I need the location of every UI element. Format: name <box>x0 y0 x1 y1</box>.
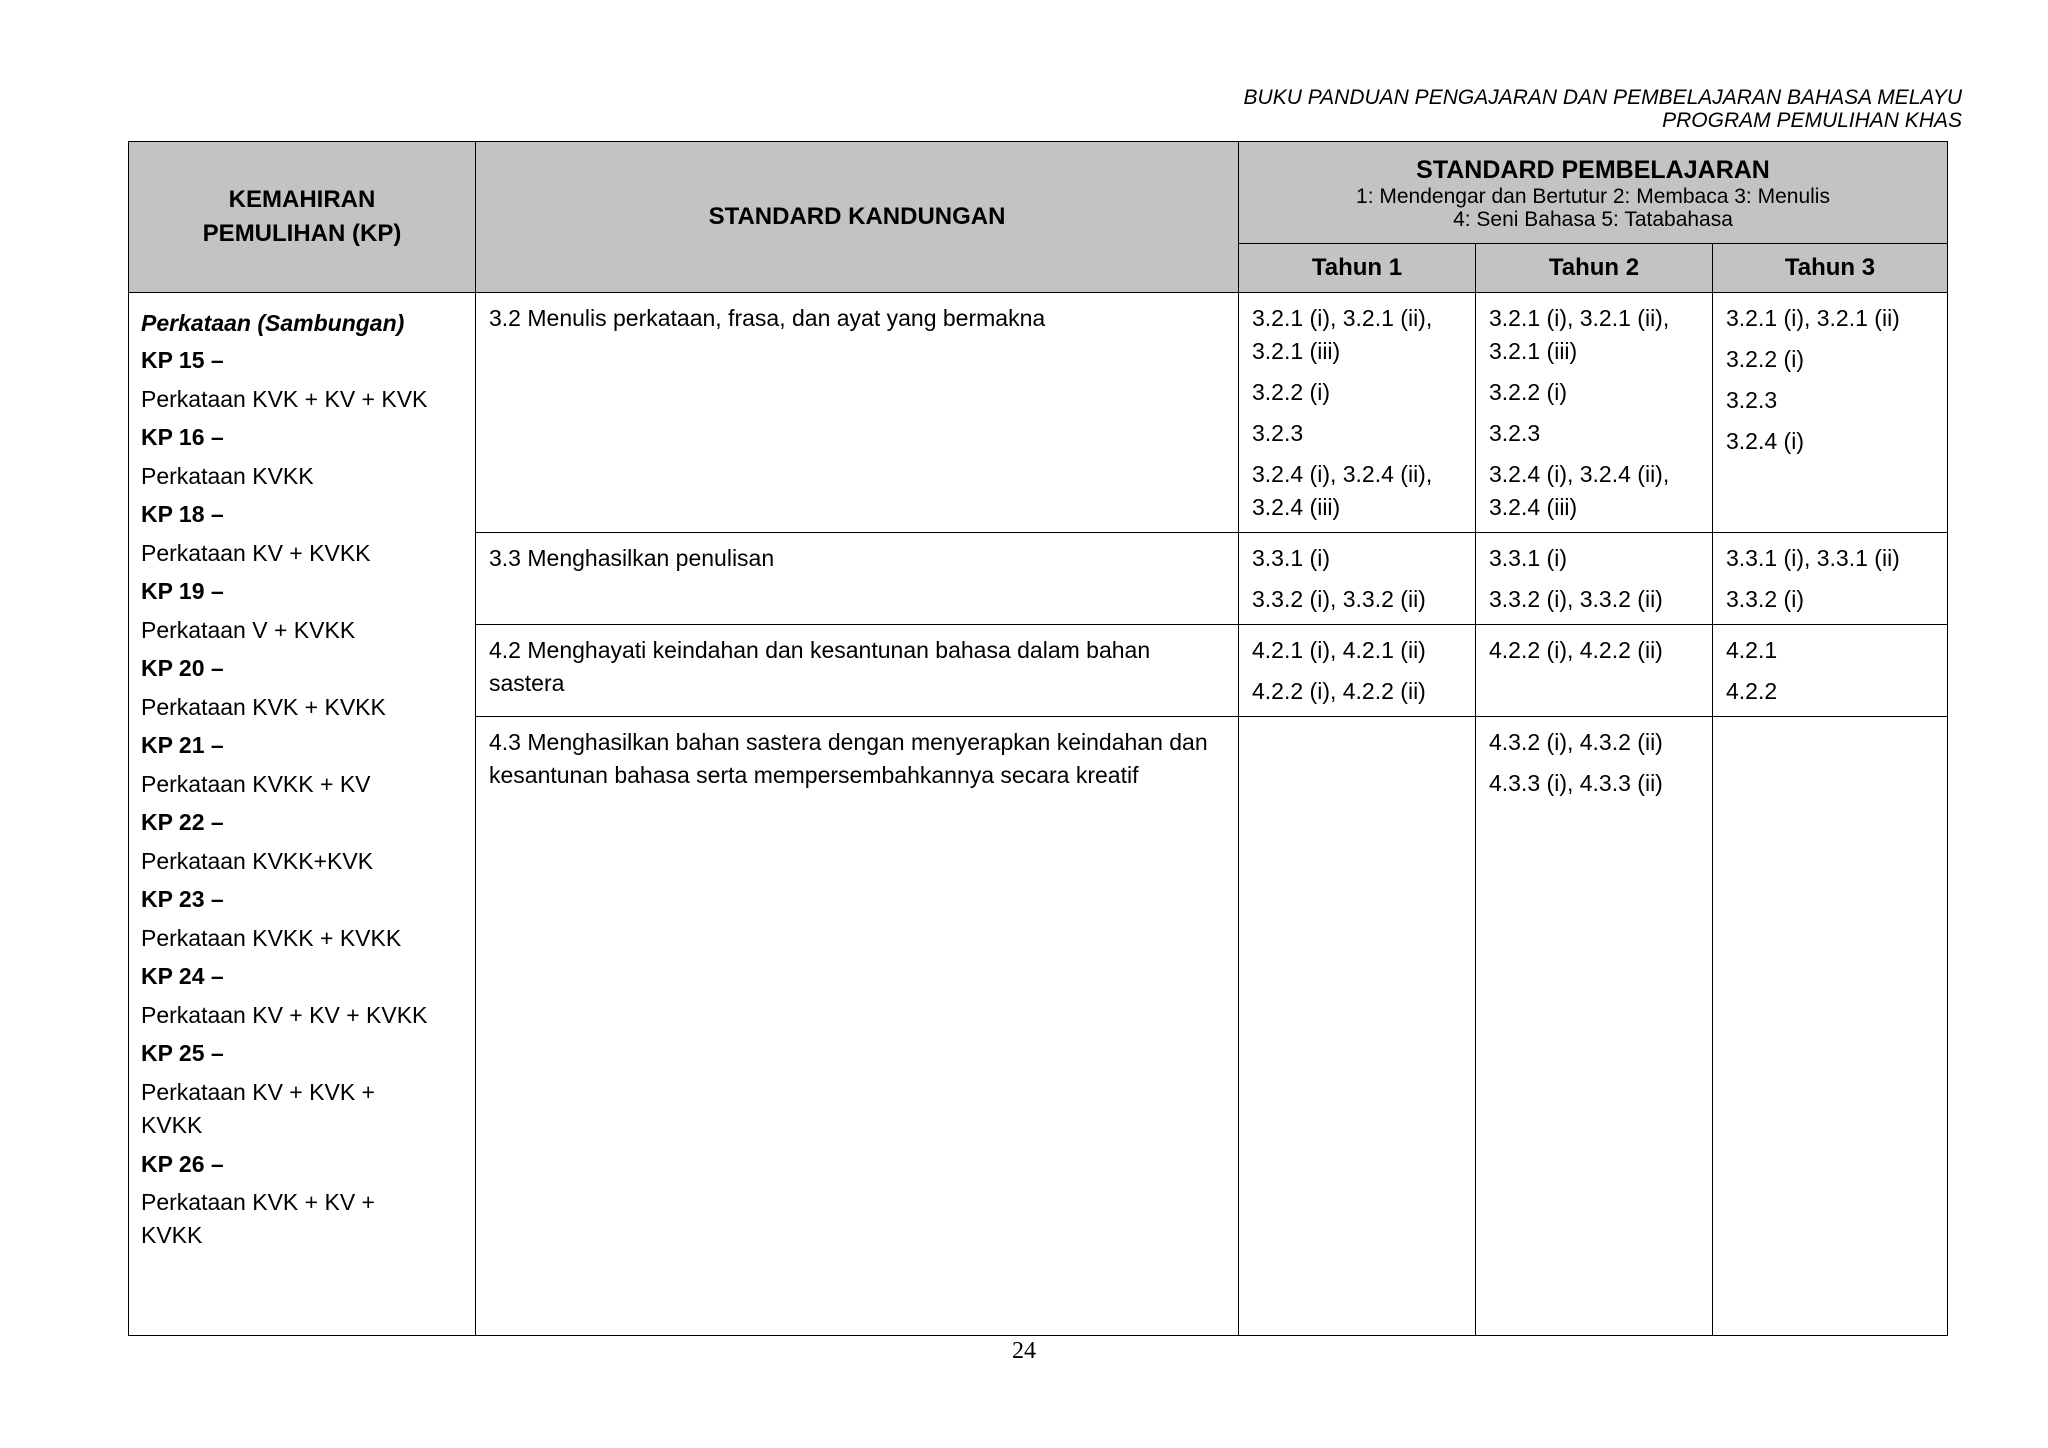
tahun1-cell <box>1239 717 1476 1336</box>
header-tahun-3: Tahun 3 <box>1713 244 1948 293</box>
tahun3-cell <box>1713 533 1948 625</box>
kp-description: Perkataan KVK + KVKK <box>141 693 386 720</box>
kp-description: Perkataan KV + KV + KVKK <box>141 1001 428 1028</box>
sp-code: 3.3.2 (i) <box>1726 586 1804 612</box>
tahun2-cell <box>1476 717 1713 1336</box>
sp-code: 3.3.1 (i) <box>1252 545 1330 571</box>
tahun1-cell <box>1239 625 1476 717</box>
sp-code: 3.2.3 <box>1489 420 1541 446</box>
kp-description: Perkataan V + KVKK <box>141 616 356 643</box>
document-header <box>1244 86 1962 132</box>
sp-code: 3.3.2 (i), 3.3.2 (ii) <box>1252 586 1426 612</box>
kp-code: KP 18 – <box>141 501 224 527</box>
kp-code: KP 21 – <box>141 732 224 758</box>
kp-section-title: Perkataan (Sambungan) <box>141 310 405 336</box>
sp-code: 3.2.3 <box>1726 387 1778 413</box>
kp-code: KP 24 – <box>141 963 224 989</box>
sp-code: 4.2.2 (i), 4.2.2 (ii) <box>1252 678 1426 704</box>
tahun2-cell <box>1476 533 1713 625</box>
sp-code: 3.3.1 (i) <box>1489 545 1567 571</box>
kp-code: KP 16 – <box>141 424 224 450</box>
sp-code: 3.2.2 (i) <box>1252 379 1330 405</box>
sp-legend-line2: 4: Seni Bahasa 5: Tatabahasa <box>1453 207 1733 231</box>
kp-description: Perkataan KV + KVKK <box>141 539 371 566</box>
sp-code: 4.2.1 (i), 4.2.1 (ii) <box>1252 637 1426 663</box>
sp-code: 4.2.2 (i), 4.2.2 (ii) <box>1489 637 1663 663</box>
sp-code: 4.2.2 <box>1726 678 1778 704</box>
sp-code: 4.3.3 (i), 4.3.3 (ii) <box>1489 770 1663 796</box>
tahun2-cell <box>1476 293 1713 533</box>
sp-code: 3.2.3 <box>1252 420 1304 446</box>
page-number: 24 <box>1012 1338 1036 1364</box>
header-kemahiran-pemulihan: KEMAHIRAN PEMULIHAN (KP) <box>129 142 476 293</box>
tahun3-cell <box>1713 625 1948 717</box>
sp-code: 3.2.4 (i) <box>1726 428 1804 454</box>
kp-code: KP 26 – <box>141 1150 224 1177</box>
sp-code: 3.2.2 (i) <box>1726 346 1804 372</box>
sp-code: 3.3.1 (i), 3.3.1 (ii) <box>1726 545 1900 571</box>
kp-code: KP 25 – <box>141 1040 224 1066</box>
kp-code: KP 23 – <box>141 886 224 912</box>
kp-description: Perkataan KVKK + KVKK <box>141 924 402 951</box>
tahun3-cell <box>1713 717 1948 1336</box>
kp-code: KP 22 – <box>141 809 224 835</box>
sp-code: 4.3.2 (i), 4.3.2 (ii) <box>1489 729 1663 755</box>
kp-description: Perkataan KVKK+KVK <box>141 847 374 874</box>
header-tahun-1: Tahun 1 <box>1239 244 1476 293</box>
kp-code: KP 15 – <box>141 347 224 373</box>
kp-description: Perkataan KV + KVK + KVKK <box>141 1078 375 1138</box>
sp-code: 3.2.1 (i), 3.2.1 (ii) <box>1726 305 1900 331</box>
tahun1-cell <box>1239 533 1476 625</box>
standard-kandungan-cell: 3.3 Menghasilkan penulisan <box>476 533 1239 625</box>
sp-code: 3.2.2 (i) <box>1489 379 1567 405</box>
standard-pembelajaran-title: STANDARD PEMBELAJARAN <box>1416 155 1770 184</box>
kp-description: Perkataan KVK + KV + KVKK <box>141 1189 375 1248</box>
header-standard-pembelajaran <box>1239 142 1948 244</box>
kp-description: Perkataan KVKK + KV <box>141 770 371 797</box>
header-tahun-2: Tahun 2 <box>1476 244 1713 293</box>
kemahiran-pemulihan-cell <box>129 293 476 1336</box>
tahun2-cell <box>1476 625 1713 717</box>
sp-code: 3.2.4 (i), 3.2.4 (ii), 3.2.4 (iii) <box>1489 461 1670 520</box>
table-row <box>129 293 1948 533</box>
sp-code: 3.2.4 (i), 3.2.4 (ii), 3.2.4 (iii) <box>1252 461 1433 520</box>
tahun1-cell <box>1239 293 1476 533</box>
standard-kandungan-cell: 3.2 Menulis perkataan, frasa, dan ayat yang bermakna <box>476 293 1239 533</box>
kp-code: KP 20 – <box>141 655 224 681</box>
standard-kandungan-cell: 4.3 Menghasilkan bahan sastera dengan menyerapkan keindahan dan kesantunan bahasa serta mempersembahkannya secara kreatif <box>476 717 1239 1336</box>
standard-kandungan-cell: 4.2 Menghayati keindahan dan kesantunan bahasa dalam bahan sastera <box>476 625 1239 717</box>
tahun3-cell <box>1713 293 1948 533</box>
kp-description: Perkataan KVKK <box>141 462 314 489</box>
sp-code: 3.2.1 (i), 3.2.1 (ii), 3.2.1 (iii) <box>1252 305 1433 364</box>
header-title-line1: BUKU PANDUAN PENGAJARAN DAN PEMBELAJARAN BAHASA MELAYU <box>1243 86 1962 109</box>
header-title-line2: PROGRAM PEMULIHAN KHAS <box>1662 109 1962 132</box>
header-standard-kandungan: STANDARD KANDUNGAN <box>476 142 1239 293</box>
kp-code: KP 19 – <box>141 578 224 604</box>
sp-code: 3.3.2 (i), 3.3.2 (ii) <box>1489 586 1663 612</box>
standards-table <box>128 141 1948 1336</box>
kp-description: Perkataan KVK + KV + KVK <box>141 385 428 412</box>
sp-code: 3.2.1 (i), 3.2.1 (ii), 3.2.1 (iii) <box>1489 305 1670 364</box>
sp-legend-line1: 1: Mendengar dan Bertutur 2: Membaca 3: Menulis <box>1356 184 1830 208</box>
sp-code: 4.2.1 <box>1726 637 1778 663</box>
